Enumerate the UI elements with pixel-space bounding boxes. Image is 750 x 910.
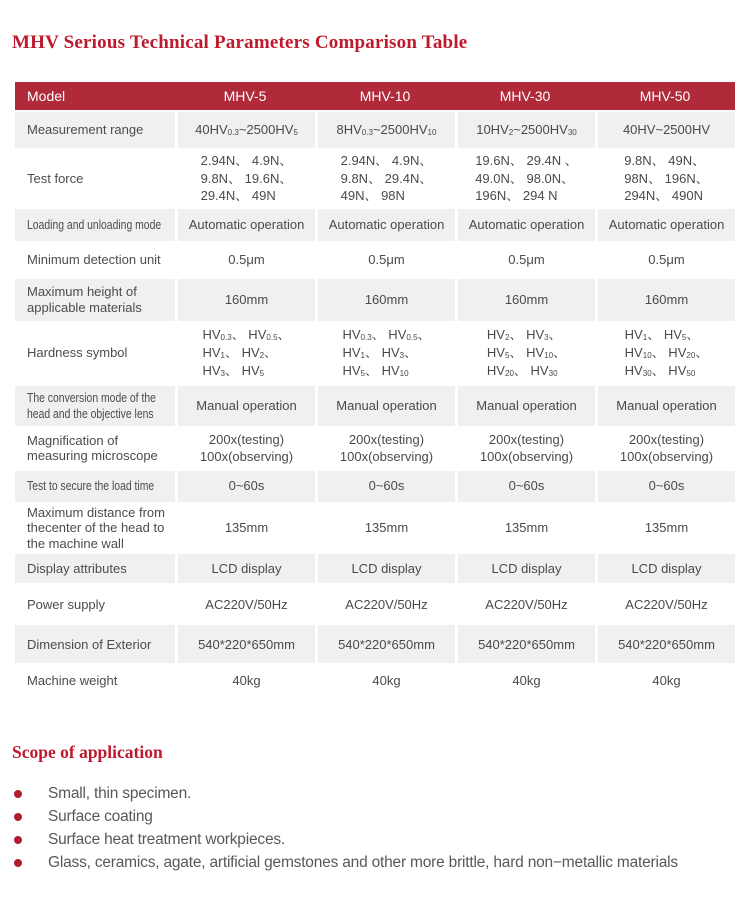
cell-value: AC220V/50Hz (175, 583, 315, 625)
cell-value: 2.94N、 4.9N、 9.8N、 29.4N、 49N、 98N (315, 148, 455, 209)
cell-value: 200x(testing) 100x(observing) (315, 426, 455, 471)
scope-item-text: Small, thin specimen. (48, 784, 192, 802)
scope-list-item (14, 828, 744, 851)
header-cell-mhv-50: MHV-50 (639, 88, 691, 104)
bullet-icon (14, 836, 22, 844)
parameters-table (15, 82, 735, 697)
table-row-power-supply (15, 583, 735, 625)
row-label: Test to secure the load time (15, 471, 175, 502)
scope-heading: Scope of application (12, 742, 163, 762)
cell-value: 0~60s (455, 471, 595, 502)
header-cell-mhv-10: MHV-10 (359, 88, 411, 104)
scope-list (14, 782, 744, 874)
cell-value: 160mm (595, 279, 735, 321)
table-row-test-to-secure-the-load-time (15, 471, 735, 502)
table-row-the-conversion-mode-of-the (15, 386, 735, 426)
table-body (15, 112, 735, 697)
row-label: Maximum distance from thecenter of the head to the machine wall (15, 502, 175, 555)
cell-value: 160mm (455, 279, 595, 321)
page-title: MHV Serious Technical Parameters Comparison Table (12, 32, 468, 53)
header-cell-model: Model (27, 88, 66, 104)
table-row-test-force (15, 148, 735, 209)
cell-value: LCD display (315, 554, 455, 583)
bullet-icon (14, 790, 22, 798)
cell-value: LCD display (455, 554, 595, 583)
cell-value: LCD display (595, 554, 735, 583)
cell-value: 160mm (175, 279, 315, 321)
table-row-measurement-range (15, 112, 735, 148)
scope-item-text: Surface heat treatment workpieces. (48, 830, 286, 848)
cell-value: 160mm (315, 279, 455, 321)
bullet-icon (14, 859, 22, 867)
row-label: Power supply (15, 583, 175, 625)
row-label: The conversion mode of the head and the objective lens (15, 386, 175, 426)
cell-value: 540*220*650mm (595, 625, 735, 663)
cell-value: LCD display (175, 554, 315, 583)
cell-value: 19.6N、 29.4N 、 49.0N、 98.0N、 196N、 294 N (455, 148, 595, 209)
table-row-display-attributes (15, 554, 735, 583)
cell-value: Manual operation (455, 386, 595, 426)
cell-value: 40kg (175, 663, 315, 697)
cell-value: 135mm (175, 502, 315, 555)
cell-value: Automatic operation (595, 209, 735, 241)
cell-value: 0~60s (595, 471, 735, 502)
cell-value: 0~60s (315, 471, 455, 502)
cell-value: $10HV_2\sim 2500HV_{30}$ (455, 112, 595, 148)
scope-item-text: Glass, ceramics, agate, artificial gemstones and other more brittle, hard non−metallic materials (48, 853, 678, 871)
scope-item-text: Surface coating (48, 807, 153, 825)
row-label: Magnification of measuring microscope (15, 426, 175, 471)
cell-value: 40HV~2500HV (595, 112, 735, 148)
cell-value: $HV_1$、 $HV_5$、 $HV_{10}$、 $HV_{20}$、 $HV_{30}$、 $HV_{50}$ (595, 321, 735, 386)
table-row-minimum-detection-unit (15, 241, 735, 279)
cell-value: 2.94N、 4.9N、 9.8N、 19.6N、 29.4N、 49N (175, 148, 315, 209)
cell-value: Manual operation (175, 386, 315, 426)
row-label: Machine weight (15, 663, 175, 697)
cell-value: 200x(testing) 100x(observing) (455, 426, 595, 471)
scope-list-item (14, 851, 744, 874)
cell-value: Automatic operation (315, 209, 455, 241)
table-row-maximum-height-of (15, 279, 735, 321)
cell-value: AC220V/50Hz (315, 583, 455, 625)
cell-value: $HV_2$、 $HV_3$、 $HV_5$、 $HV_{10}$、 $HV_{20}$、 $HV_{30}$ (455, 321, 595, 386)
cell-value: 40kg (455, 663, 595, 697)
cell-value: 0~60s (175, 471, 315, 502)
cell-value: 540*220*650mm (455, 625, 595, 663)
scope-list-item (14, 805, 744, 828)
cell-value: 135mm (595, 502, 735, 555)
row-label: Loading and unloading mode (15, 209, 175, 241)
cell-value: AC220V/50Hz (455, 583, 595, 625)
cell-value: 540*220*650mm (315, 625, 455, 663)
cell-value: $HV_{0.3}$、 $HV_{0.5}$、 $HV_1$、 $HV_2$、 $HV_3$、 $HV_5$ (175, 321, 315, 386)
cell-value: 200x(testing) 100x(observing) (595, 426, 735, 471)
cell-value: 200x(testing) 100x(observing) (175, 426, 315, 471)
cell-value: 40kg (315, 663, 455, 697)
cell-value: 0.5μm (455, 241, 595, 279)
table-row-loading-and-unloading-mode (15, 209, 735, 241)
cell-value: 0.5μm (595, 241, 735, 279)
cell-value: 40kg (595, 663, 735, 697)
row-label: Display attributes (15, 554, 175, 583)
scope-list-item (14, 782, 744, 805)
table-row-maximum-distance-from (15, 502, 735, 555)
table-row-magnification-of (15, 426, 735, 471)
bullet-icon (14, 813, 22, 821)
row-label: Hardness symbol (15, 321, 175, 386)
row-label: Measurement range (15, 112, 175, 148)
cell-value: 9.8N、 49N、 98N、 196N、 294N、 490N (595, 148, 735, 209)
cell-value: 540*220*650mm (175, 625, 315, 663)
row-label: Maximum height of applicable materials (15, 279, 175, 321)
table-header-row (15, 82, 735, 110)
cell-value: Manual operation (315, 386, 455, 426)
header-cell-mhv-5: MHV-5 (223, 88, 267, 104)
row-label: Minimum detection unit (15, 241, 175, 279)
cell-value: Manual operation (595, 386, 735, 426)
row-label: Test force (15, 148, 175, 209)
cell-value: Automatic operation (455, 209, 595, 241)
cell-value: 0.5μm (315, 241, 455, 279)
table-row-dimension-of-exterior (15, 625, 735, 663)
cell-value: $HV_{0.3}$、 $HV_{0.5}$、 $HV_1$、 $HV_3$、 $HV_5$、 $HV_{10}$ (315, 321, 455, 386)
cell-value: $40HV_{0.3}\sim 2500HV_5$ (175, 112, 315, 148)
table-row-hardness-symbol (15, 321, 735, 386)
header-cell-mhv-30: MHV-30 (499, 88, 551, 104)
cell-value: AC220V/50Hz (595, 583, 735, 625)
cell-value: 135mm (455, 502, 595, 555)
cell-value: 135mm (315, 502, 455, 555)
table-row-machine-weight (15, 663, 735, 697)
cell-value: $8HV_{0.3}\sim 2500HV_{10}$ (315, 112, 455, 148)
cell-value: Automatic operation (175, 209, 315, 241)
row-label: Dimension of Exterior (15, 625, 175, 663)
cell-value: 0.5μm (175, 241, 315, 279)
